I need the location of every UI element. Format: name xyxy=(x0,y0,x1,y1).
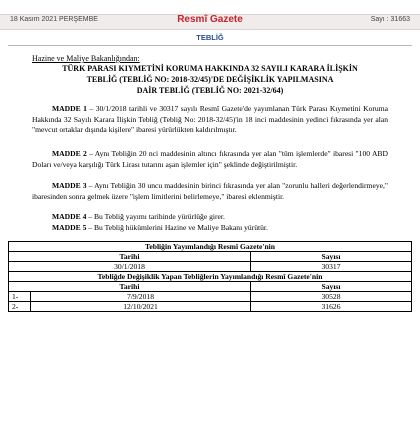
reference-table xyxy=(8,241,412,312)
article-3 xyxy=(32,181,388,202)
table-cell-number: 30528 xyxy=(251,292,412,302)
article-text: – Bu Tebliğ yayımı tarihinde yürürlüğe girer. xyxy=(86,212,225,221)
gazette-header xyxy=(0,14,420,30)
article-5 xyxy=(32,223,388,234)
document-title-line-3: DAİR TEBLİĞ (TEBLİĞ NO: 2021-32/64) xyxy=(136,86,284,95)
table-row xyxy=(9,292,412,302)
issue-number: Sayı : 31663 xyxy=(370,16,410,23)
gazette-title: Resmî Gazete xyxy=(177,14,243,25)
col-header-number: Sayısı xyxy=(251,252,412,262)
section-label: TEBLİĞ xyxy=(196,33,224,42)
col-header-date: Tarihi xyxy=(9,252,251,262)
article-2 xyxy=(32,149,388,170)
article-label: MADDE 2 xyxy=(52,149,87,158)
article-text: – 30/1/2018 tarihli ve 30317 sayılı Resmî Gazete'de yayımlanan Türk Parası Kıymetini Koruma Hakkında 32 Sayılı Karara İlişkin Tebliğ (Tebliğ No: 2018-32/45)'in 18 inci maddesinin yedinci fıkrasında yer alan "mevcut ortaklar dışında kişilere" ibaresi yürürlükten kaldırılmıştır. xyxy=(32,104,388,134)
document-title-line-2: TEBLİĞ (TEBLİĞ NO: 2018-32/45)'DE DEĞİŞİKLİK YAPILMASINA xyxy=(86,75,334,84)
row-index: 1- xyxy=(9,292,31,302)
table-heading-amendments: Tebliğde Değişiklik Yapan Tebliğlerin Yayımlandığı Resmî Gazete'nin xyxy=(9,272,412,282)
col-header-number: Sayısı xyxy=(251,282,412,292)
article-label: MADDE 3 xyxy=(52,181,87,190)
table-cell-date: 12/10/2021 xyxy=(31,302,251,312)
table-cell-date: 7/9/2018 xyxy=(31,292,251,302)
article-text: – Aynı Tebliğin 20 nci maddesinin altıncı fıkrasında yer alan "tüm işlemlerde" ibaresi "100 ABD Doları ve/veya karşılığı Türk Lirası tutarını aşan işlemler için" şeklinde değiştirilmiştir. xyxy=(32,149,388,169)
article-label: MADDE 5 xyxy=(52,223,87,232)
row-index: 2- xyxy=(9,302,31,312)
table-cell-number: 31626 xyxy=(251,302,412,312)
header-date: 18 Kasım 2021 PERŞEMBE xyxy=(10,16,98,23)
article-text: – Aynı Tebliğin 30 uncu maddesinin birinci fıkrasında yer alan "zorunlu halleri değerlendirmeye," ibaresinden sonra gelmek üzere "işlem limitlerini belirlemeye," ibaresi eklenmiştir. xyxy=(32,181,388,201)
table-cell-date: 30/1/2018 xyxy=(9,262,251,272)
section-divider xyxy=(8,45,412,46)
article-label: MADDE 1 xyxy=(52,104,87,113)
table-heading-original: Tebliğin Yayımlandığı Resmî Gazete'nin xyxy=(9,242,412,252)
col-header-date: Tarihi xyxy=(9,282,251,292)
table-cell-number: 30317 xyxy=(251,262,412,272)
document-title-line-1: TÜRK PARASI KIYMETİNİ KORUMA HAKKINDA 32 SAYILI KARARA İLİŞKİN xyxy=(62,64,358,73)
article-1 xyxy=(32,104,388,136)
article-label: MADDE 4 xyxy=(52,212,87,221)
table-row xyxy=(9,302,412,312)
issuer-line: Hazine ve Maliye Bakanlığından: xyxy=(32,54,140,63)
article-4 xyxy=(32,212,388,223)
article-text: – Bu Tebliğ hükümlerini Hazine ve Maliye Bakanı yürütür. xyxy=(86,223,268,232)
